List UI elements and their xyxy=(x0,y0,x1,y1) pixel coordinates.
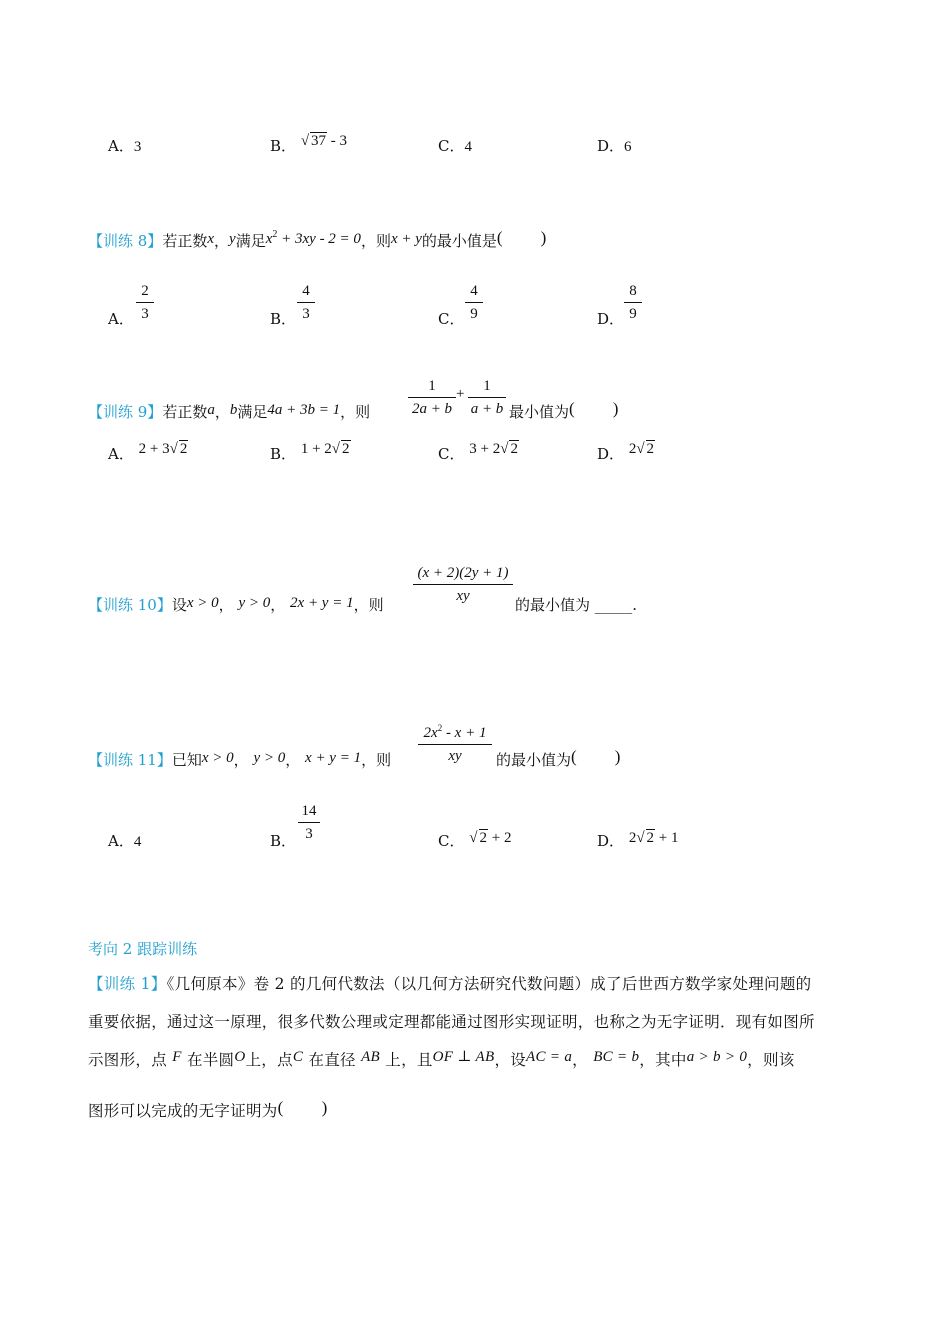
q11-stem: 【训练 11】已知x > 0， y > 0， x + y = 1，则 xyxy=(88,750,392,769)
p1-line-1: 【训练 1】《几何原本》卷 2 的几何代数法（以几何方法研究代数问题）成了后世西方数学家处理问题的 xyxy=(88,975,812,993)
q8-option-a-label[interactable]: A． xyxy=(108,310,134,328)
q9-plus: + xyxy=(456,386,465,402)
p1-line-4: 图形可以完成的无字证明为( ) xyxy=(88,1098,328,1120)
q7-option-d[interactable]: D．6 xyxy=(597,137,632,155)
q11-option-b-fraction: 14 3 xyxy=(298,801,320,844)
q8-option-d-label[interactable]: D． xyxy=(597,310,625,328)
q9-fraction-1: 1 2a + b xyxy=(408,376,456,419)
q9-tag: 【训练 9】 xyxy=(88,403,163,421)
q10-stem-end: 的最小值为 _____. xyxy=(515,596,638,614)
q10-stem: 【训练 10】设x > 0， y > 0， 2x + y = 1，则 xyxy=(88,595,384,614)
p1-tag: 【训练 1】 xyxy=(88,975,167,993)
q8-option-c-fraction: 4 9 xyxy=(465,281,483,324)
q11-stem-end: 的最小值为( ) xyxy=(496,747,621,769)
q8-option-a-fraction: 2 3 xyxy=(136,281,154,324)
q9-condition: 4a + 3b = 1 xyxy=(267,402,341,418)
q7-option-b[interactable]: B． √ 37 - 3 xyxy=(270,133,348,155)
q11-option-a[interactable]: A．4 xyxy=(108,832,142,850)
q9-fraction-2: 1 a + b xyxy=(468,376,506,419)
q9-option-a[interactable]: A． 2 + 3√ 2 xyxy=(108,441,188,463)
q8-option-d-fraction: 8 9 xyxy=(624,281,642,324)
q9-option-b[interactable]: B． 1 + 2√ 2 xyxy=(270,441,350,463)
q10-fraction: (x + 2)(2y + 1) xy xyxy=(413,563,513,606)
q9-stem: 【训练 9】若正数a，b满足4a + 3b = 1，则 xyxy=(88,402,371,421)
q8-option-b-fraction: 4 3 xyxy=(297,281,315,324)
q9-option-d[interactable]: D． 2√ 2 xyxy=(597,441,655,463)
section-heading: 考向 2 跟踪训练 xyxy=(88,940,198,958)
q7-option-a[interactable]: A．3 xyxy=(108,137,142,155)
q8-option-c-label[interactable]: C． xyxy=(438,310,465,328)
q8-option-b-label[interactable]: B． xyxy=(270,310,297,328)
q8-stem: 【训练 8】若正数x，y满足$x^2 + 3xy - 2 = 0$，则x + y的最小值是( ) xyxy=(88,228,547,250)
q11-fraction: $2x^2 - x + 1$ xy xyxy=(418,718,492,766)
q10-tag: 【训练 10】 xyxy=(88,596,172,614)
q8-equation: $x^2 + 3xy - 2 = 0$ xyxy=(265,229,361,247)
p1-line-2: 重要依据，通过这一原理，很多代数公理或定理都能通过图形实现证明，也称之为无字证明．现有如图所 xyxy=(88,1013,815,1031)
q9-option-c[interactable]: C． 3 + 2√ 2 xyxy=(438,441,518,463)
q8-tag: 【训练 8】 xyxy=(88,232,163,250)
q9-stem-end: 最小值为( ) xyxy=(509,399,619,421)
q10-answer-blank[interactable]: _____ xyxy=(594,596,633,614)
q11-tag: 【训练 11】 xyxy=(88,751,172,769)
q11-option-d[interactable]: D． 2√ 2 + 1 xyxy=(597,830,679,850)
q7-option-c[interactable]: C．4 xyxy=(438,137,472,155)
q7-option-b-expr: √ 37 - 3 xyxy=(300,133,348,149)
p1-line-3: 示图形，点 F 在半圆O上，点C 在直径 AB 上，且OF ⊥ AB，设AC = a， BC = b，其中a > b > 0，则该 xyxy=(88,1049,795,1069)
q11-option-b-label[interactable]: B． xyxy=(270,832,297,850)
q11-option-c[interactable]: C． √ 2 + 2 xyxy=(438,830,512,850)
